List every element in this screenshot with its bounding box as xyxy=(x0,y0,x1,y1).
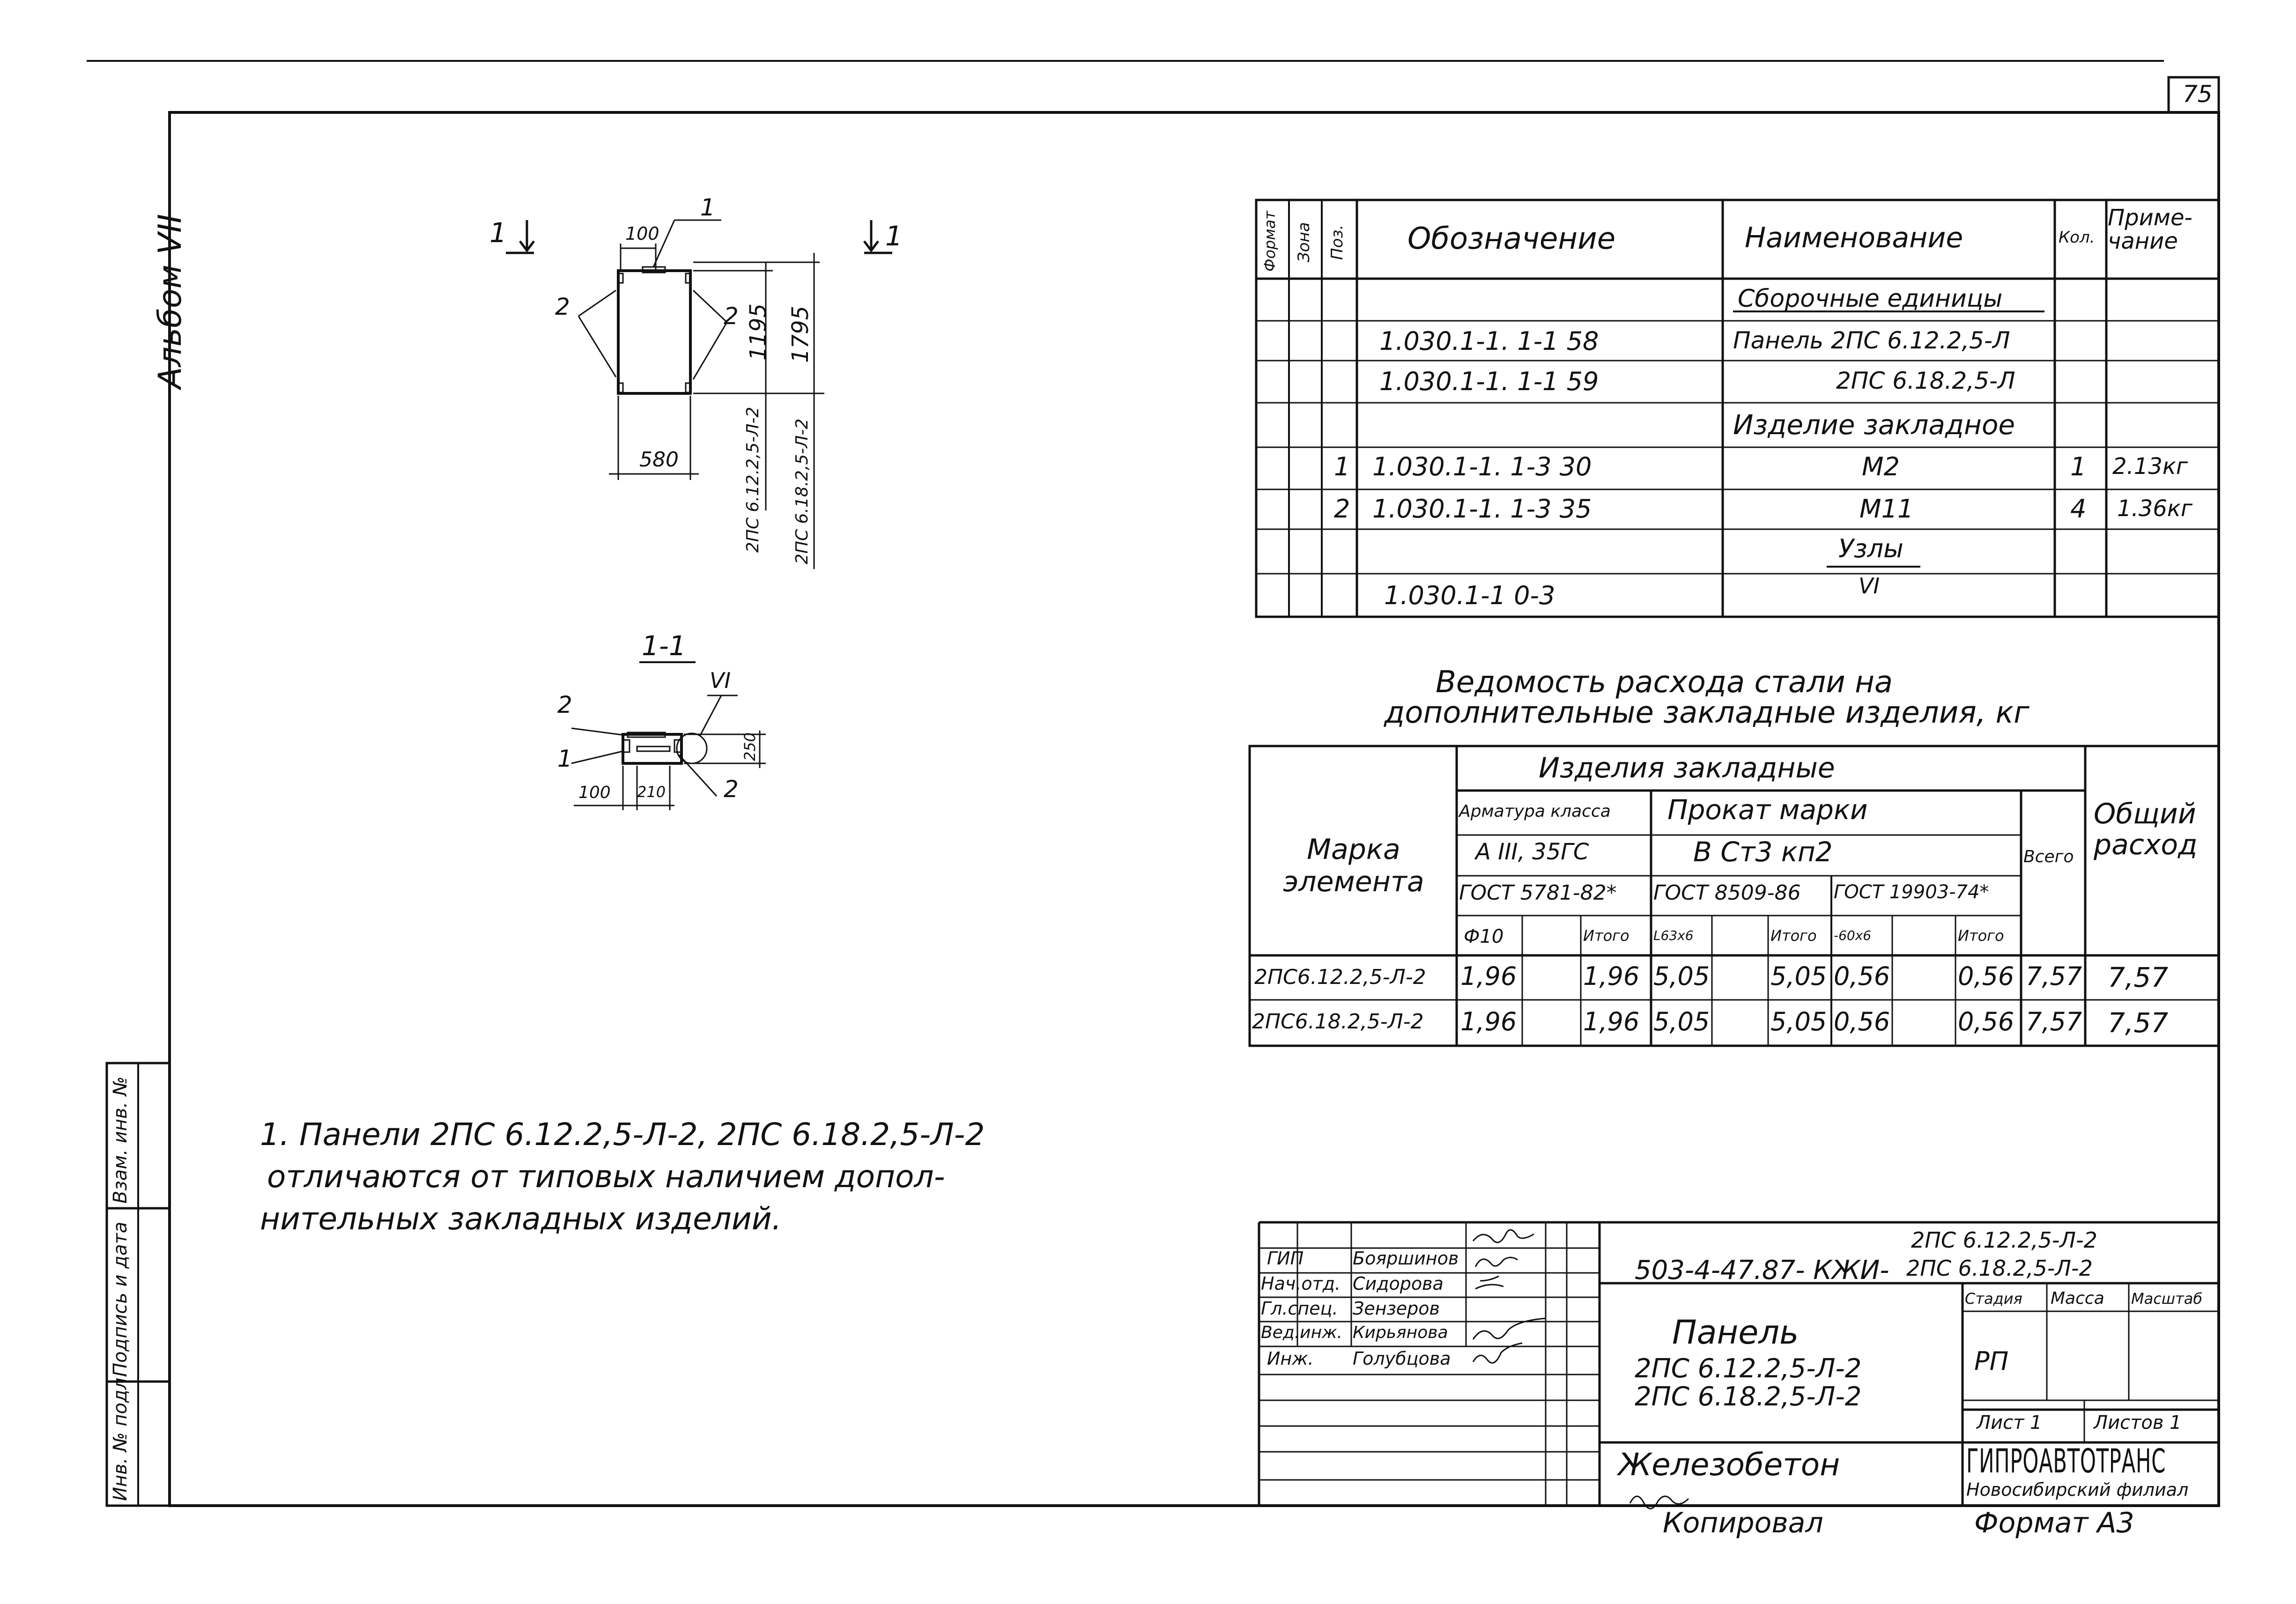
item-mark-1: 2ПС 6.12.2,5-Л-2 xyxy=(1635,1353,1862,1384)
spec-header-pos: Поз. xyxy=(1328,224,1347,260)
sheet-format: Формат А3 xyxy=(1974,1507,2134,1539)
steel-header-rolled-grade: В Ст3 кп2 xyxy=(1693,836,1833,868)
spec-header-name: Наименование xyxy=(1745,222,1963,254)
spec-row-name: М2 xyxy=(1862,452,1900,481)
spec-row-pos: 2 xyxy=(1334,494,1350,524)
spec-row-designation: 1.030.1-1. 1-3 35 xyxy=(1372,494,1592,524)
steel-header-itogo: Итого xyxy=(1770,927,1817,945)
steel-row-itogo1: 1,96 xyxy=(1583,1007,1640,1036)
organization-branch: Новосибирский филиал xyxy=(1966,1479,2189,1500)
steel-header-total: Общий расход xyxy=(2094,798,2198,861)
item-mark-2: 2ПС 6.18.2,5-Л-2 xyxy=(1635,1382,1862,1412)
spec-row-designation: 1.030.1-1. 1-1 58 xyxy=(1379,326,1599,356)
steel-row-60x6: 0,56 xyxy=(1834,961,1890,991)
side-stamp-inv-original: Инв. № подл. xyxy=(110,1372,131,1501)
spec-row-note: 2.13кг xyxy=(2112,453,2188,480)
spec-row-name: Сборочные единицы xyxy=(1738,285,2003,313)
spec-header-designation: Обозначение xyxy=(1407,222,1616,256)
steel-row-itogo2: 5,05 xyxy=(1770,961,1827,991)
steel-row-d10: 1,96 xyxy=(1460,961,1517,991)
steel-header-60x6: -60х6 xyxy=(1834,928,1872,943)
node-mark: VI xyxy=(710,668,731,693)
spec-row-qty: 1 xyxy=(2070,452,2087,481)
staff-name: Голубцова xyxy=(1353,1348,1451,1369)
side-stamp-replaced-inv: Взам. инв. № xyxy=(110,1076,131,1204)
page-number: 75 xyxy=(2183,81,2213,108)
spec-row-name: Панель 2ПС 6.12.2,5-Л xyxy=(1733,327,2010,354)
steel-row-itogo3: 0,56 xyxy=(1958,961,2015,991)
staff-role: Инж. xyxy=(1267,1348,1314,1369)
section-dim-250: 250 xyxy=(741,732,759,761)
staff-name: Кирьянова xyxy=(1353,1323,1448,1342)
album-label: Альбом VII xyxy=(152,214,189,389)
steel-header-gost1: ГОСТ 8509-86 xyxy=(1653,881,1801,905)
staff-role: ГИП xyxy=(1267,1248,1304,1269)
spec-row-name: VI xyxy=(1859,573,1880,599)
steel-row-itogo1: 1,96 xyxy=(1583,961,1640,991)
steel-row-itogo2: 5,05 xyxy=(1770,1007,1827,1036)
steel-row-d10: 1,96 xyxy=(1460,1007,1517,1036)
side-stamp-signature-date: Подпись и дата xyxy=(110,1221,131,1377)
vertical-mark-2: 2ПС 6.18.2,5-Л-2 xyxy=(792,418,812,564)
scale-header: Масштаб xyxy=(2131,1290,2203,1308)
dim-100-label: 100 xyxy=(625,223,659,244)
sheet-label: Лист 1 xyxy=(1977,1412,2042,1434)
spec-row-designation: 1.030.1-1. 1-3 30 xyxy=(1372,452,1592,481)
steel-row-vsego: 7,57 xyxy=(2026,961,2082,991)
steel-row-l63: 5,05 xyxy=(1653,1007,1710,1036)
spec-row-name: М11 xyxy=(1859,494,1914,524)
steel-header-rebar: Арматура класса xyxy=(1459,802,1611,821)
spec-row-designation: 1.030.1-1 0-3 xyxy=(1384,581,1555,610)
pos-2-right-label: 2 xyxy=(724,303,739,330)
stage-header: Стадия xyxy=(1965,1290,2022,1308)
spec-row-note: 1.36кг xyxy=(2117,495,2193,522)
steel-row-l63: 5,05 xyxy=(1653,961,1710,991)
staff-name: Бояршинов xyxy=(1353,1248,1459,1269)
organization: ГИПРОАВТОТРАНС xyxy=(1966,1442,2166,1480)
steel-header-l63: L63х6 xyxy=(1653,928,1694,943)
dim-580-label: 580 xyxy=(639,448,679,472)
dim-1195-label: 1195 xyxy=(745,303,771,361)
steel-header-rebar-gost: ГОСТ 5781-82* xyxy=(1459,881,1617,905)
steel-header-vsego: Всего xyxy=(2023,847,2074,866)
section-dim-100: 100 xyxy=(578,783,611,802)
steel-header-rolled: Прокат марки xyxy=(1667,794,1868,826)
section-pos-2-top: 2 xyxy=(557,691,572,718)
steel-header-rebar-class: А III, 35ГС xyxy=(1475,839,1589,865)
steel-header-group: Изделия закладные xyxy=(1539,752,1835,784)
spec-row-name: Изделие закладное xyxy=(1733,409,2015,441)
steel-header-d10: Ф10 xyxy=(1464,926,1504,947)
steel-row-mark: 2ПС6.18.2,5-Л-2 xyxy=(1252,1010,1424,1034)
copied-by: Копировал xyxy=(1663,1507,1823,1539)
spec-row-name: Узлы xyxy=(1838,534,1903,563)
steel-title-line1: Ведомость расхода стали на xyxy=(1436,665,1893,700)
steel-row-vsego: 7,57 xyxy=(2026,1007,2082,1036)
pos-2-left-label: 2 xyxy=(555,293,570,320)
document-code-mark-1: 2ПС 6.12.2,5-Л-2 xyxy=(1911,1227,2097,1253)
sheets-label: Листов 1 xyxy=(2094,1412,2182,1434)
staff-name: Сидорова xyxy=(1353,1273,1444,1294)
section-title: 1-1 xyxy=(642,630,686,662)
spec-header-zone: Зона xyxy=(1295,222,1313,262)
document-code-mark-2: 2ПС 6.18.2,5-Л-2 xyxy=(1906,1256,2093,1281)
spec-row-qty: 4 xyxy=(2070,494,2087,524)
mass-header: Масса xyxy=(2051,1289,2104,1308)
spec-header-format: Формат xyxy=(1261,211,1279,272)
steel-header-itogo: Итого xyxy=(1958,927,2004,945)
document-code: 503-4-47.87- КЖИ- xyxy=(1635,1255,1889,1286)
steel-title-line2: дополнительные закладные изделия, кг xyxy=(1384,695,2029,730)
spec-row-pos: 1 xyxy=(1334,452,1350,481)
section-mark-left: 1 xyxy=(489,217,507,249)
staff-role: Вед.инж. xyxy=(1261,1323,1342,1342)
note-line-1: 1. Панели 2ПС 6.12.2,5-Л-2, 2ПС 6.18.2,5-Л-2 xyxy=(260,1116,985,1153)
section-pos-2-bottom: 2 xyxy=(724,776,739,803)
spec-header-qty: Кол. xyxy=(2059,228,2095,247)
spec-row-name: 2ПС 6.18.2,5-Л xyxy=(1836,367,2015,394)
steel-row-mark: 2ПС6.12.2,5-Л-2 xyxy=(1254,965,1426,989)
vertical-mark-1: 2ПС 6.12.2,5-Л-2 xyxy=(743,407,763,553)
item-title: Панель xyxy=(1672,1313,1799,1352)
steel-row-60x6: 0,56 xyxy=(1834,1007,1890,1036)
steel-row-total: 7,57 xyxy=(2108,961,2169,993)
steel-row-total: 7,57 xyxy=(2108,1007,2169,1039)
steel-header-element: Марка элемента xyxy=(1283,833,1424,898)
section-mark-right: 1 xyxy=(885,220,903,252)
spec-header-note: Приме-чание xyxy=(2108,205,2192,255)
spec-row-designation: 1.030.1-1. 1-1 59 xyxy=(1379,367,1599,396)
section-pos-1: 1 xyxy=(557,745,572,772)
note-line-3: нительных закладных изделий. xyxy=(260,1201,782,1237)
staff-role: Нач.отд. xyxy=(1261,1273,1341,1294)
steel-row-itogo3: 0,56 xyxy=(1958,1007,2015,1036)
note-line-2: отличаются от типовых наличием допол- xyxy=(267,1159,945,1195)
pos-1-label: 1 xyxy=(700,194,715,221)
staff-name: Зензеров xyxy=(1353,1298,1440,1319)
staff-role: Гл.спец. xyxy=(1261,1298,1338,1319)
stage-value: РП xyxy=(1974,1346,2009,1376)
dim-1795-label: 1795 xyxy=(787,305,814,363)
material: Железобетон xyxy=(1618,1447,1840,1483)
section-dim-210: 210 xyxy=(637,783,666,801)
steel-header-itogo: Итого xyxy=(1583,927,1629,945)
steel-header-gost2: ГОСТ 19903-74* xyxy=(1834,881,1989,903)
